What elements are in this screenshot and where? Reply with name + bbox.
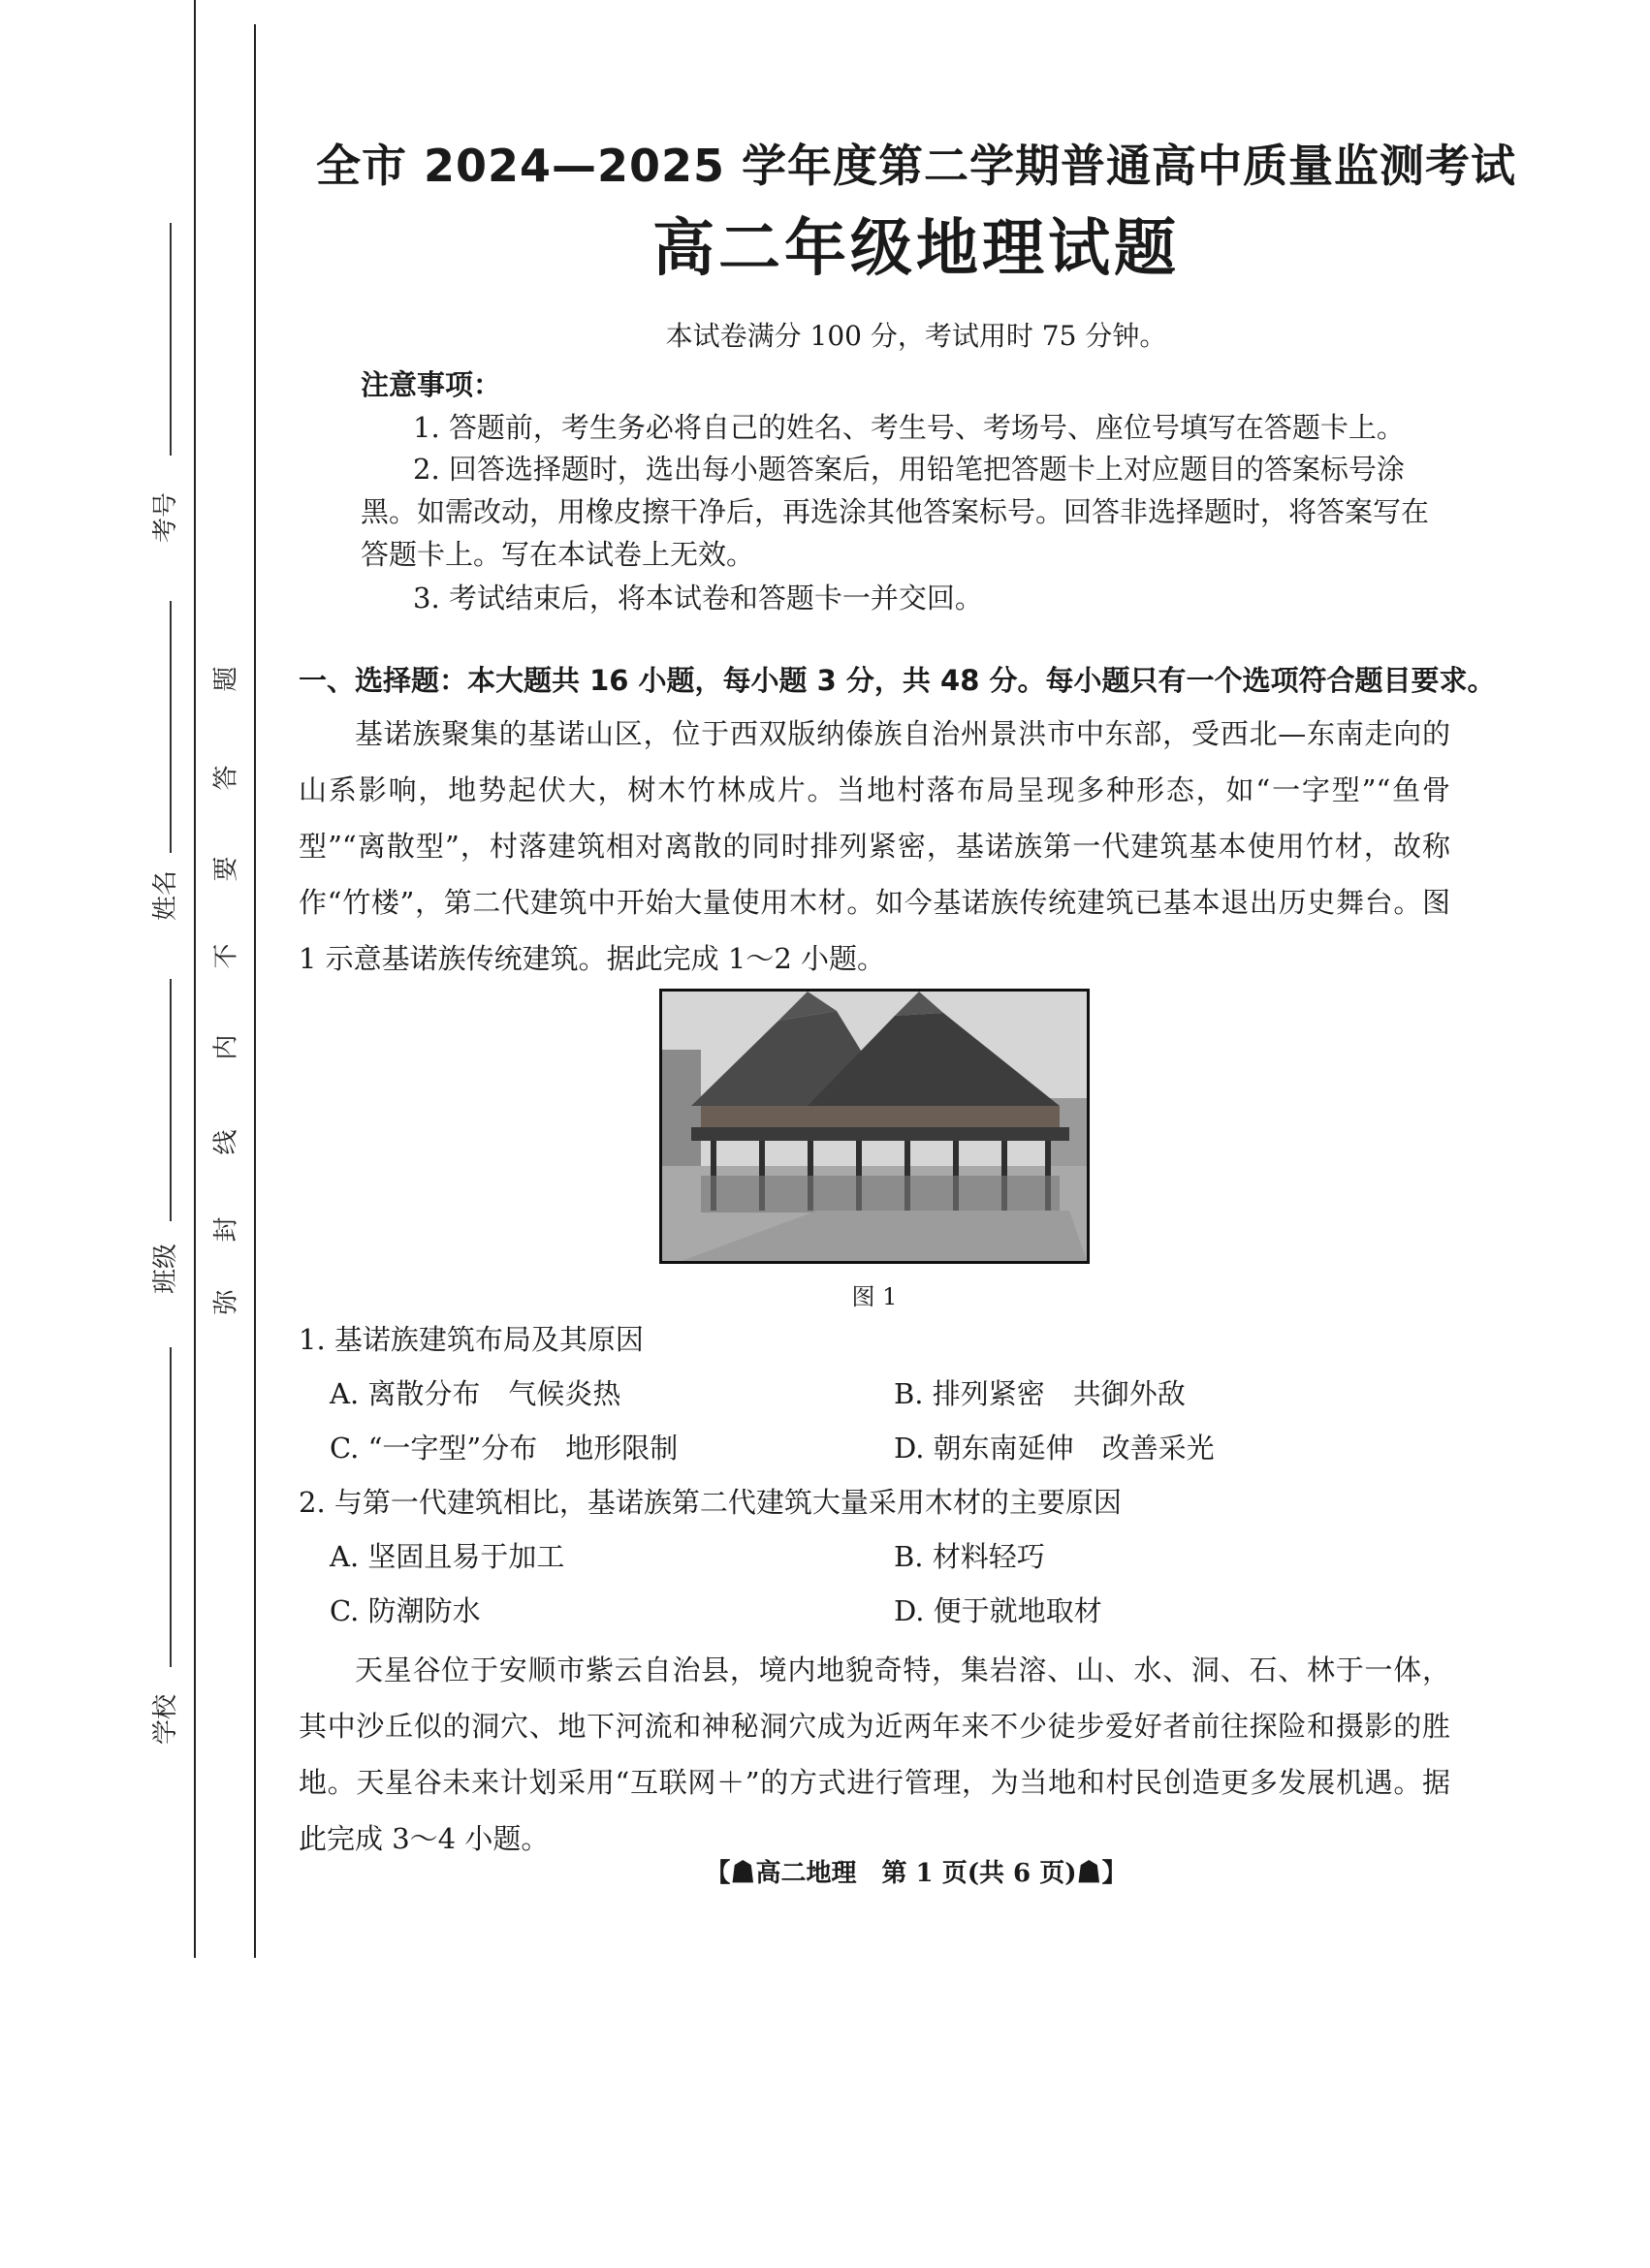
question-option[interactable]: D. 便于就地取材 xyxy=(894,1594,1102,1627)
figure-1-photo xyxy=(659,989,1090,1264)
score-time-note: 本试卷满分 100 分，考试用时 75 分钟。 xyxy=(665,320,1167,352)
question-stem: 2. 与第一代建筑相比，基诺族第二代建筑大量采用木材的主要原因 xyxy=(299,1486,1122,1519)
question-option[interactable]: C. “一字型”分布 地形限制 xyxy=(330,1432,679,1465)
paper-title: 高二年级地理试题 xyxy=(652,213,1180,285)
section-heading: 一、选择题：本大题共 16 小题，每小题 3 分，共 48 分。每小题只有一个选项符合题目要求。 xyxy=(299,664,1496,697)
passage-jinuo: 基诺族聚集的基诺山区，位于西双版纳傣族自治州景洪市中东部，受西北—东南走向的山系影响，地势起伏大，树木竹林成片。当地村落布局呈现多种形态，如“一字型”“鱼骨型”“离散型”，村落建筑相对离散的同时排列紧密，基诺族第一代建筑基本使用竹材，故称作“竹楼”，第二代建筑中开始大量使用木材。如今基诺族传统建筑已基本退出历史舞台。图 1 示意基诺族传统建筑。据此完成 1～2 小题。 xyxy=(299,717,1450,975)
notice-heading: 注意事项： xyxy=(361,368,502,401)
seal-char: 内 xyxy=(211,1034,241,1060)
class-label: 班级 xyxy=(151,1243,180,1294)
figure-1-caption: 图 1 xyxy=(851,1283,898,1310)
seal-char: 题 xyxy=(211,666,241,692)
jinuo-building-illustration xyxy=(662,992,1087,1261)
binding-line-inner xyxy=(254,24,256,1958)
notice-item: 3. 考试结束后，将本试卷和答题卡一并交回。 xyxy=(413,582,983,614)
passage-tianxinggu: 天星谷位于安顺市紫云自治县，境内地貌奇特，集岩溶、山、水、洞、石、林于一体，其中沙丘似的洞穴、地下河流和神秘洞穴成为近两年来不少徒步爱好者前往探险和摄影的胜地。天星谷未来计划采用“互联网＋”的方式进行管理，为当地和村民创造更多发展机遇。据此完成 3～4 小题。 xyxy=(299,1654,1450,1855)
seal-char: 要 xyxy=(211,856,241,882)
notice-item: 2. 回答选择题时，选出每小题答案后，用铅笔把答题卡上对应题目的答案标号涂黑。如需改动，用橡皮擦干净后，再选涂其他答案标号。回答非选择题时，将答案写在答题卡上。写在本试卷上无效。 xyxy=(361,453,1430,571)
question-option[interactable]: C. 防潮防水 xyxy=(330,1594,481,1627)
exam-number-blank[interactable] xyxy=(170,223,172,456)
question-option[interactable]: A. 坚固且易于加工 xyxy=(330,1540,565,1573)
exam-title: 全市 2024—2025 学年度第二学期普通高中质量监测考试 xyxy=(315,140,1517,192)
seal-char: 答 xyxy=(211,765,241,791)
notice-item: 1. 答题前，考生务必将自己的姓名、考生号、考场号、座位号填写在答题卡上。 xyxy=(413,411,1405,444)
seal-char: 线 xyxy=(211,1129,241,1155)
name-label: 姓名 xyxy=(151,869,180,921)
class-blank[interactable] xyxy=(170,979,172,1221)
binding-line-outer xyxy=(194,0,196,1958)
name-blank[interactable] xyxy=(170,601,172,853)
seal-char: 弥 xyxy=(211,1289,241,1315)
seal-char: 不 xyxy=(211,943,241,969)
question-option[interactable]: B. 材料轻巧 xyxy=(894,1540,1045,1573)
question-option[interactable]: A. 离散分布 气候炎热 xyxy=(330,1377,621,1410)
seal-char: 封 xyxy=(211,1216,241,1243)
question-stem: 1. 基诺族建筑布局及其原因 xyxy=(299,1323,644,1356)
question-option[interactable]: D. 朝东南延伸 改善采光 xyxy=(894,1432,1215,1465)
school-label: 学校 xyxy=(151,1693,180,1745)
question-option[interactable]: B. 排列紧密 共御外敌 xyxy=(894,1377,1186,1410)
page-footer: 【☗高二地理 第 1 页(共 6 页)☗】 xyxy=(705,1859,1127,1888)
school-blank[interactable] xyxy=(170,1347,172,1667)
exam-number-label: 考号 xyxy=(151,491,180,543)
